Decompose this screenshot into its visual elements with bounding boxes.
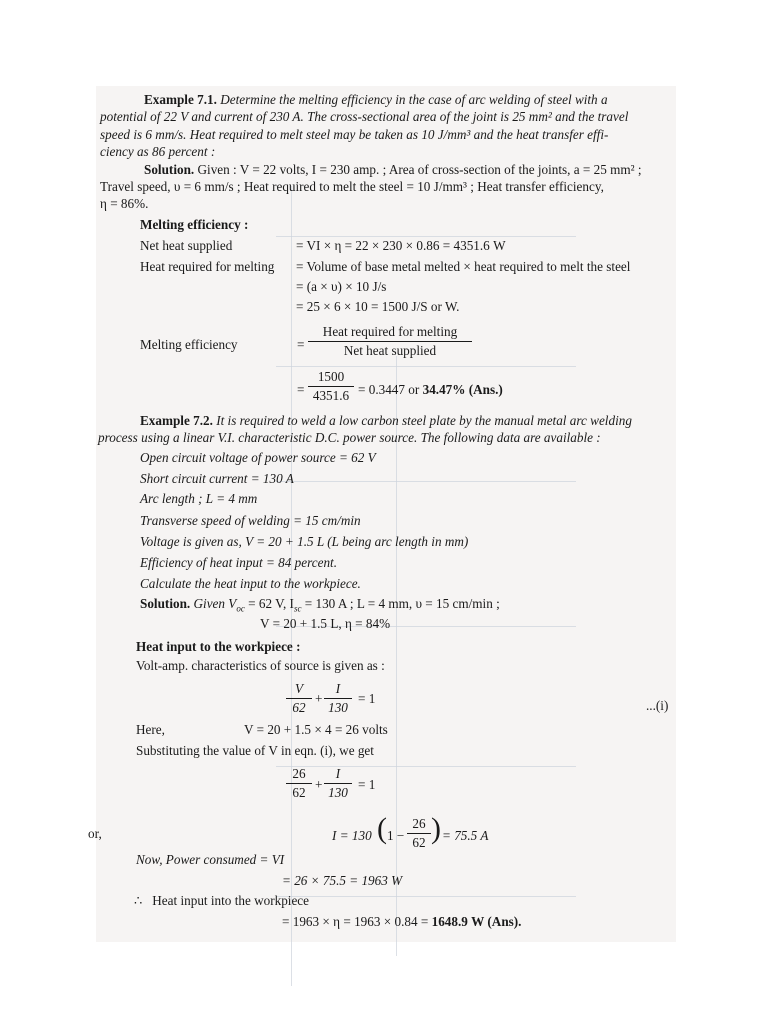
solution-line-1 xyxy=(140,596,500,617)
example-title: Example 7.1. xyxy=(144,92,217,107)
fraction-i-130 xyxy=(324,681,352,716)
heat-melting-equation: = (a × υ) × 10 J/s xyxy=(296,279,387,294)
solution-text: η = 86%. xyxy=(100,196,149,211)
equals-one: = 1 xyxy=(358,691,376,706)
fraction-numerator: 26 xyxy=(292,766,306,781)
problem-text: It is required to weld a low carbon steel plate by the manual metal arc welding xyxy=(216,413,632,428)
therefore-symbol: ∴ xyxy=(134,893,143,908)
data-item: Voltage is given as, V = 20 + 1.5 L (L being arc length in mm) xyxy=(140,534,469,549)
heat-melting-equation: = Volume of base metal melted × heat required to melt the steel xyxy=(296,259,631,274)
result-value: = 0.3447 or xyxy=(358,382,420,397)
final-equation: = 1963 × η = 1963 × 0.84 = xyxy=(282,914,429,929)
net-heat-equation: = VI × η = 22 × 230 × 0.86 = 4351.6 W xyxy=(296,238,506,253)
fraction-numerator: Heat required for melting xyxy=(322,324,458,339)
problem-text: process using a linear V.I. characteristic D.C. power source. The following data are available : xyxy=(98,430,601,445)
given-text: Given : V = 22 volts, I = 230 amp. ; Area of cross-section of the joints, a = 25 mm² ; xyxy=(197,162,642,177)
here-label: Here, xyxy=(136,722,165,737)
given-text: = 130 A ; L = 4 mm, υ = 15 cm/min ; xyxy=(301,596,500,611)
fraction-bar xyxy=(286,698,312,699)
equation-number: ...(i) xyxy=(646,698,669,713)
melting-efficiency-label: Melting efficiency xyxy=(140,337,238,352)
or-label: or, xyxy=(88,826,102,841)
fraction-numerator: I xyxy=(335,766,341,781)
scanned-page xyxy=(88,86,676,942)
data-item: Calculate the heat input to the workpiece. xyxy=(140,576,361,591)
net-heat-label: Net heat supplied xyxy=(140,238,233,253)
power-value: = 26 × 75.5 = 1963 W xyxy=(282,873,403,888)
final-line xyxy=(282,914,521,930)
given-text: V = 20 + 1.5 L, η = 84% xyxy=(260,616,391,631)
example-7-2-line-1 xyxy=(140,413,632,429)
substitution-text: Substituting the value of V in eqn. (i), we get xyxy=(136,743,374,758)
solution-heading: Solution. xyxy=(144,162,195,177)
fraction-numerator: 26 xyxy=(412,816,426,831)
here-equation: V = 20 + 1.5 × 4 = 26 volts xyxy=(244,722,388,737)
efficiency-fraction xyxy=(308,324,472,359)
fraction-numerator: I xyxy=(335,681,341,696)
example-title: Example 7.2. xyxy=(140,413,213,428)
solution-line-1 xyxy=(144,162,642,178)
data-item: Open circuit voltage of power source = 62 V xyxy=(140,450,376,465)
fraction-numerator: 1500 xyxy=(317,369,345,384)
given-text: = 62 V, I xyxy=(244,596,294,611)
fraction-denominator: Net heat supplied xyxy=(343,343,437,358)
fraction-26-62 xyxy=(286,766,312,801)
heat-melting-label: Heat required for melting xyxy=(140,259,275,274)
current-equation: I = 130 xyxy=(332,828,372,843)
problem-text: Determine the melting efficiency in the case of arc welding of steel with a xyxy=(220,92,608,107)
fraction-numerator: V xyxy=(294,681,304,696)
data-item: Short circuit current = 130 A xyxy=(140,471,294,486)
fraction-denominator: 62 xyxy=(292,700,306,715)
heat-input-heading: Heat input to the workpiece : xyxy=(136,639,301,654)
data-item: Arc length ; L = 4 mm xyxy=(140,491,258,506)
fraction-denominator: 62 xyxy=(412,835,426,850)
left-paren: ( xyxy=(377,812,387,845)
problem-text: speed is 6 mm/s. Heat required to melt steel may be taken as 10 J/mm³ and the heat transfer effi- xyxy=(100,127,609,142)
plus-sign: + xyxy=(315,691,323,706)
equals-sign: = xyxy=(297,382,305,397)
example-7-1-line-1 xyxy=(144,92,608,108)
current-result: = 75.5 A xyxy=(442,828,489,843)
fraction-bar xyxy=(308,341,472,342)
solution-text: Travel speed, υ = 6 mm/s ; Heat required to melt the steel = 10 J/mm³ ; Heat transfer efficiency, xyxy=(100,179,604,194)
fraction-bar xyxy=(324,783,352,784)
plus-sign: + xyxy=(315,777,323,792)
heat-input-text: Heat input into the workpiece xyxy=(152,893,310,908)
problem-text: ciency as 86 percent : xyxy=(100,144,216,159)
final-answer: 1648.9 W (Ans). xyxy=(431,914,522,929)
melting-efficiency-heading: Melting efficiency : xyxy=(140,217,249,232)
subscript: oc xyxy=(236,603,245,614)
one-minus: 1 − xyxy=(387,828,405,843)
answer-text: 34.47% (Ans.) xyxy=(422,382,503,397)
equals-sign: = xyxy=(297,337,305,352)
given-text: Given V xyxy=(193,596,237,611)
fraction-bar xyxy=(407,833,431,834)
problem-text: potential of 22 V and current of 230 A. The cross-sectional area of the joint is 25 mm² and the travel xyxy=(100,109,629,124)
fraction-denominator: 130 xyxy=(328,700,348,715)
result-line xyxy=(358,382,503,398)
fraction-bar xyxy=(324,698,352,699)
fraction-denominator: 4351.6 xyxy=(312,388,350,403)
fraction-bar xyxy=(308,386,354,387)
fraction-denominator: 62 xyxy=(292,785,306,800)
fraction-i-130 xyxy=(324,766,352,801)
solution-heading: Solution. xyxy=(140,596,191,611)
power-consumed-line: Now, Power consumed = VI xyxy=(136,852,285,867)
equals-one: = 1 xyxy=(358,777,376,792)
volt-amp-text: Volt-amp. characteristics of source is given as : xyxy=(136,658,385,673)
data-item: Efficiency of heat input = 84 percent. xyxy=(140,555,338,570)
heat-melting-equation: = 25 × 6 × 10 = 1500 J/S or W. xyxy=(296,299,460,314)
fraction-v-62 xyxy=(286,681,312,716)
heat-input-line xyxy=(134,893,309,909)
fraction-26-62 xyxy=(407,816,431,851)
fraction-bar xyxy=(286,783,312,784)
subscript: sc xyxy=(293,603,302,614)
data-item: Transverse speed of welding = 15 cm/min xyxy=(140,513,361,528)
right-paren: ) xyxy=(431,812,441,845)
result-fraction xyxy=(308,369,354,404)
fraction-denominator: 130 xyxy=(328,785,348,800)
